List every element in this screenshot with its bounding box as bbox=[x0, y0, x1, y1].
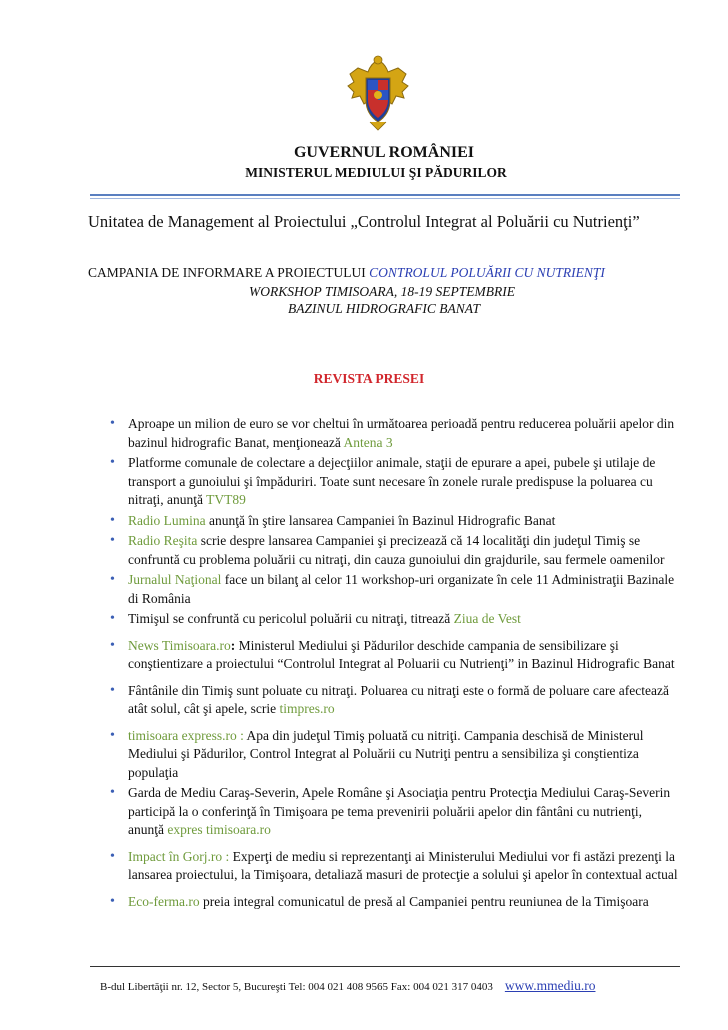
source-link[interactable]: TVT89 bbox=[206, 492, 246, 507]
list-item: • Impact în Gorj.ro : Experţi de mediu si reprezentanţi ai Ministerului Mediului vor fi astăzi prezenţi la lansarea proiectului, la Timişoara, detaliază masuri de protecţie a solului şi apelor în contextual actual bbox=[104, 848, 679, 885]
source-link[interactable]: Impact în Gorj.ro : bbox=[128, 848, 233, 864]
list-item: • Garda de Mediu Caraş-Severin, Apele Române şi Asociaţia pentru Protecţia Mediului Caraş-Severin participă la o conferinţă în Timişoara pe tema prevenirii poluării apelor din fântâni cu nutrienţi, anunţă expres timisoara.ro bbox=[104, 784, 679, 840]
campaign-line bbox=[88, 265, 605, 281]
source-link[interactable]: Radio Lumina bbox=[128, 512, 206, 528]
header-rule bbox=[90, 194, 680, 196]
list-item: • Radio Reşita scrie despre lansarea Campaniei şi precizează că 14 localităţi din judeţul Timiş se confruntă cu problema poluării cu nitraţi, din cauza gunoiului din grajdurile, sau fermele oamenilor bbox=[104, 532, 679, 569]
campaign-project: CONTROLUL POLUĂRII CU NUTRIENŢI bbox=[369, 265, 605, 280]
source-link[interactable]: Jurnalul Naţional bbox=[128, 572, 222, 587]
website-link[interactable]: www.mmediu.ro bbox=[504, 978, 596, 993]
list-item: • Aproape un milion de euro se vor cheltui în următoarea perioadă pentru reducerea poluării apelor din bazinul hidrografic Banat, menţionează Antena 3 bbox=[104, 415, 679, 452]
header-rule-thin bbox=[90, 198, 680, 199]
source-link[interactable]: News Timisoara.ro bbox=[128, 637, 231, 653]
footer-rule bbox=[90, 966, 680, 967]
section-title: REVISTA PRESEI bbox=[313, 371, 425, 386]
source-link[interactable]: Radio Reşita bbox=[128, 533, 198, 548]
ministry-title: MINISTERUL MEDIULUI ŞI PĂDURILOR bbox=[245, 165, 507, 180]
romania-coat-of-arms bbox=[344, 52, 412, 132]
footer-address: B-dul Libertăţii nr. 12, Sector 5, Bucureşti Tel: 004 021 408 9565 Fax: 004 021 317 0403 bbox=[100, 981, 493, 993]
list-item: • Timişul se confruntă cu pericolul poluării cu nitraţi, titrează Ziua de Vest bbox=[104, 610, 679, 629]
source-link[interactable]: timpres.ro bbox=[279, 701, 335, 716]
campaign-prefix: CAMPANIA DE INFORMARE A PROIECTULUI bbox=[88, 265, 370, 280]
list-item: • Radio Lumina anunţă în ştire lansarea Campaniei în Bazinul Hidrografic Banat bbox=[104, 512, 679, 531]
source-link[interactable]: expres timisoara.ro bbox=[167, 822, 271, 837]
list-item: • News Timisoara.ro: Ministerul Mediului şi Pădurilor deschide campania de sensibilizare şi conştientizare a proiectului “Controlul Integrat al Poluarii cu Nutrienţi” in Bazinul Hidrografic Banat bbox=[104, 637, 679, 674]
source-link[interactable]: timisoara express.ro : bbox=[128, 727, 247, 743]
project-unit-title: Unitatea de Management al Proiectului „Controlul Integrat al Poluării cu Nutrienţi” bbox=[88, 212, 640, 231]
list-item: • timisoara express.ro : Apa din judeţul Timiş poluată cu nitriţi. Campania deschisă de Ministerul Mediului şi Pădurilor, Control Integrat al Poluării cu Nutriţi pentru a sensibiliza şi conştientiza populaţia bbox=[104, 727, 679, 783]
footer bbox=[100, 978, 595, 994]
government-title: GUVERNUL ROMÂNIEI bbox=[293, 144, 474, 161]
source-link[interactable]: Antena 3 bbox=[343, 434, 393, 450]
basin-line: BAZINUL HIDROGRAFIC BANAT bbox=[288, 301, 480, 316]
source-link[interactable]: Ziua de Vest bbox=[453, 611, 521, 626]
press-review-list bbox=[104, 415, 679, 913]
list-item: • Jurnalul Naţional face un bilanţ al celor 11 workshop-uri organizate în cele 11 Administraţii Bazinale di România bbox=[104, 571, 679, 608]
workshop-line: WORKSHOP TIMISOARA, 18-19 SEPTEMBRIE bbox=[249, 284, 515, 299]
list-item: • Eco-ferma.ro preia integral comunicatul de presă al Campaniei pentru reuniunea de la Timişoara bbox=[104, 893, 679, 912]
list-item: • Platforme comunale de colectare a dejecţiilor animale, staţii de epurare a apei, pubele şi utilaje de transport a gunoiului şi împăduriri. Toate sunt necesare în zonele rurale predispuse la poluarea cu nitraţi, anunţă TVT89 bbox=[104, 454, 679, 510]
source-link[interactable]: Eco-ferma.ro bbox=[128, 893, 200, 909]
list-item: • Fântânile din Timiş sunt poluate cu nitraţi. Poluarea cu nitraţi este o formă de poluare care afectează atât solul, cât şi apele, scrie timpres.ro bbox=[104, 682, 679, 719]
